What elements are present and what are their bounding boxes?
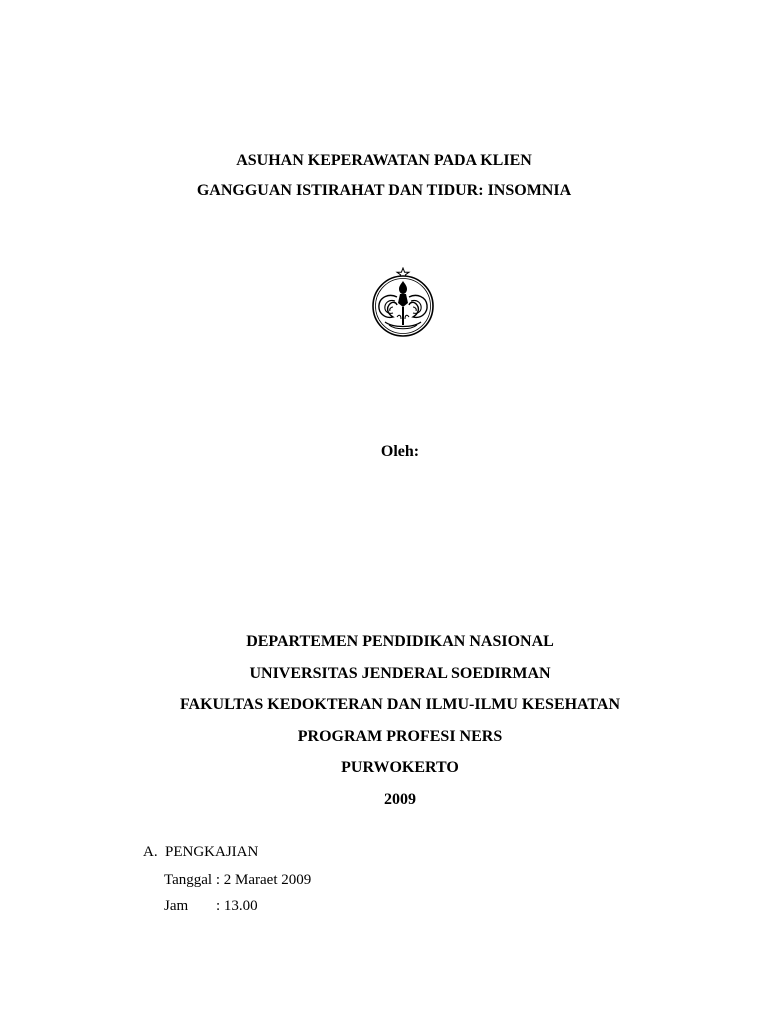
tanggal-separator: : (212, 872, 224, 888)
section-title: PENGKAJIAN (165, 844, 259, 860)
document-title (0, 146, 768, 206)
university-emblem-icon (367, 267, 439, 339)
tanggal-value: 2 Maraet 2009 (223, 872, 312, 888)
city-name: PURWOKERTO (341, 759, 459, 776)
department-name: DEPARTEMEN PENDIDIKAN NASIONAL (246, 633, 554, 650)
program-name: PROGRAM PROFESI NERS (297, 727, 503, 745)
publication-year: 2009 (384, 790, 416, 808)
title-line-1: ASUHAN KEPERAWATAN PADA KLIEN (236, 152, 532, 169)
university-name: UNIVERSITAS JENDERAL SOEDIRMAN (249, 664, 551, 682)
author-label: Oleh: (380, 443, 420, 460)
section-a (143, 842, 258, 862)
section-heading (143, 842, 258, 862)
jam-label: Jam (164, 898, 189, 914)
jam-separator: : (216, 898, 224, 914)
field-tanggal (164, 870, 311, 890)
title-line-2: GANGGUAN ISTIRAHAT DAN TIDUR: INSOMNIA (196, 182, 572, 199)
field-jam (164, 896, 258, 916)
institution-block (0, 626, 768, 815)
tanggal-label: Tanggal (164, 872, 213, 888)
section-marker: A. (143, 844, 158, 860)
jam-value: 13.00 (223, 898, 258, 914)
faculty-name: FAKULTAS KEDOKTERAN DAN ILMU-ILMU KESEHATAN (179, 696, 621, 713)
